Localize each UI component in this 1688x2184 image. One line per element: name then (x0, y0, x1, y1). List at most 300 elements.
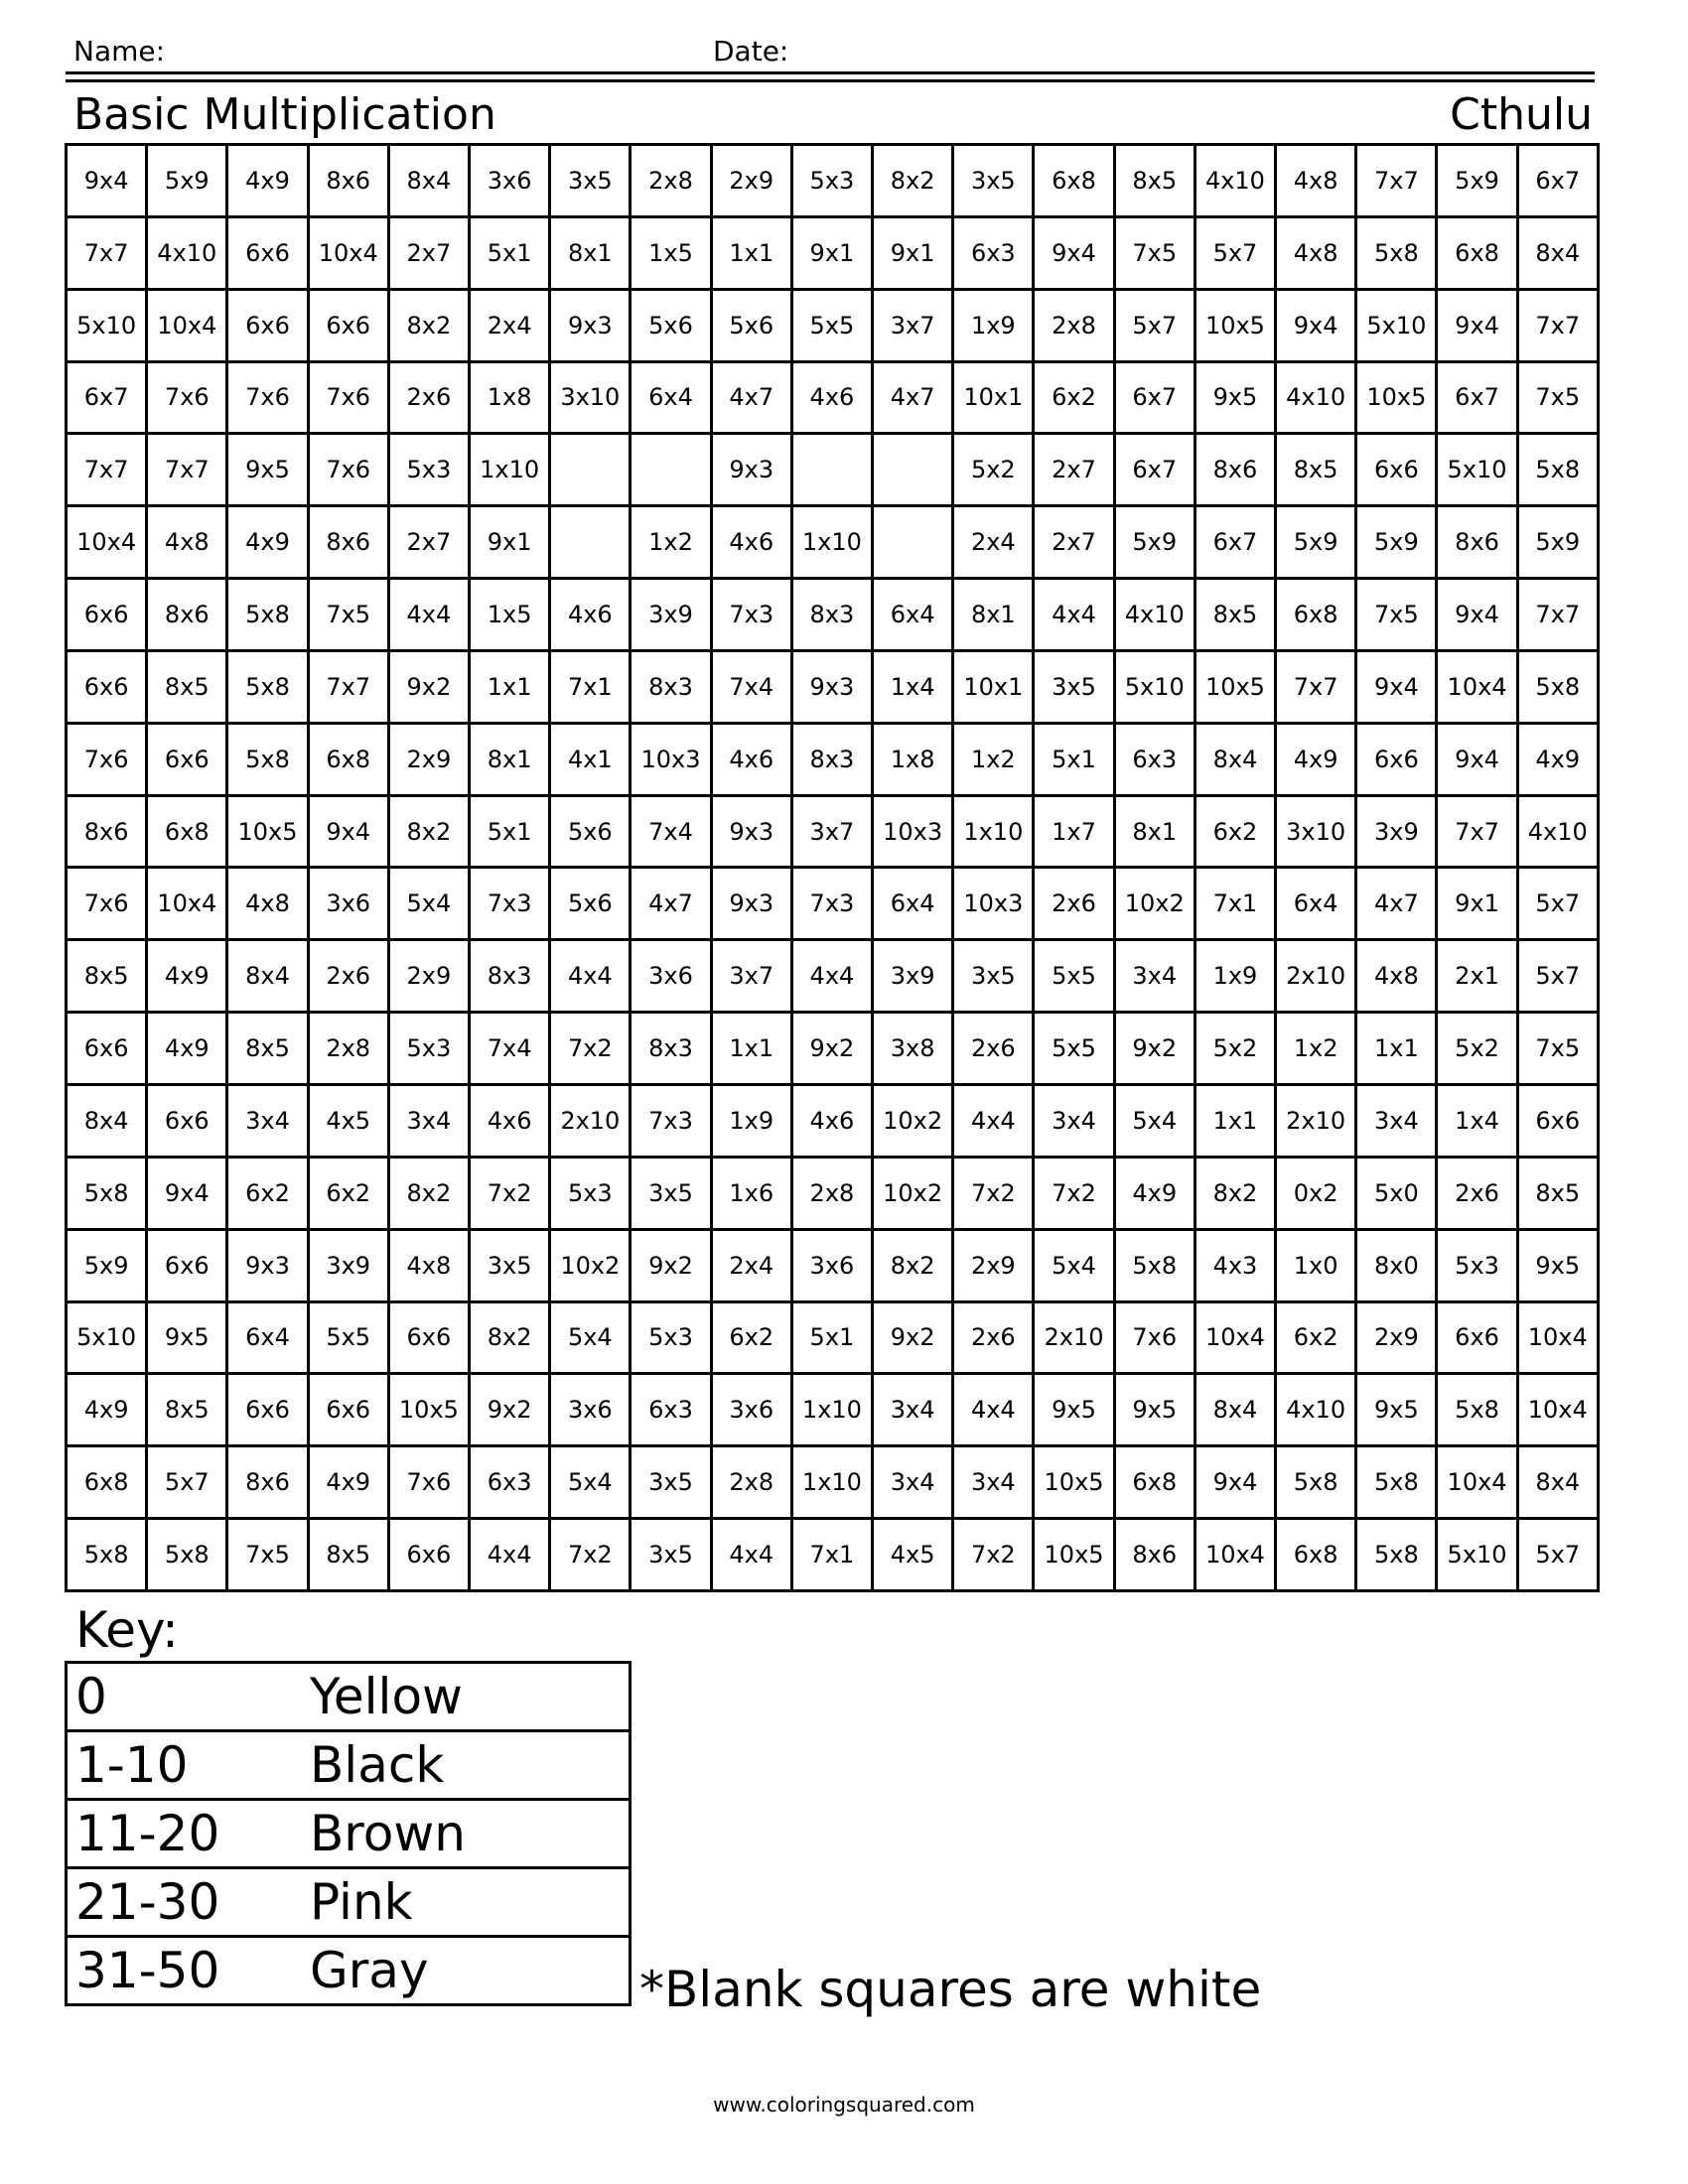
grid-cell: 9x1 (468, 504, 548, 577)
grid-cell: 5x10 (65, 1300, 145, 1373)
grid-cell: 4x8 (1274, 143, 1354, 215)
grid-cell: 9x4 (1354, 649, 1435, 722)
grid-cell: 4x4 (387, 577, 468, 649)
grid-cell: 2x7 (1032, 432, 1112, 504)
grid-cell: 6x7 (1516, 143, 1597, 215)
grid-cell: 9x5 (225, 432, 306, 504)
grid-cell: 8x5 (145, 649, 225, 722)
grid-cell: 9x3 (710, 794, 790, 867)
grid-cell: 5x9 (1435, 143, 1515, 215)
grid-cell: 3x6 (548, 1372, 629, 1444)
grid-cell: 4x10 (1274, 1372, 1354, 1444)
grid-cell: 8x4 (1516, 215, 1597, 288)
grid-cell: 8x6 (307, 504, 387, 577)
grid-cell: 6x2 (710, 1300, 790, 1373)
grid-cell: 9x1 (790, 215, 871, 288)
grid-cell: 2x4 (951, 504, 1032, 577)
grid-cell: 1x9 (710, 1083, 790, 1156)
grid-cell: 3x9 (629, 577, 709, 649)
grid-cell: 1x9 (951, 288, 1032, 360)
grid-cell: 7x2 (951, 1156, 1032, 1228)
grid-cell: 4x10 (1274, 360, 1354, 433)
grid-cell: 6x4 (871, 866, 951, 938)
key-color: Brown (310, 1800, 631, 1868)
grid-cell: 1x8 (468, 360, 548, 433)
grid-cell: 6x8 (1274, 1517, 1354, 1589)
grid-cell: 9x4 (1435, 577, 1515, 649)
grid-cell: 3x4 (1354, 1083, 1435, 1156)
key-color: Pink (310, 1868, 631, 1937)
grid-cell: 7x6 (225, 360, 306, 433)
grid-cell: 7x2 (951, 1517, 1032, 1589)
grid-cell: 5x4 (548, 1444, 629, 1517)
grid-cell: 6x8 (65, 1444, 145, 1517)
key-row (67, 1731, 631, 1800)
grid-cell: 5x7 (1113, 288, 1194, 360)
grid-cell: 4x6 (790, 360, 871, 433)
grid-cell: 3x4 (1113, 938, 1194, 1011)
grid-cell: 2x8 (629, 143, 709, 215)
grid-cell: 8x6 (1435, 504, 1515, 577)
grid-cell: 7x7 (1516, 288, 1597, 360)
grid-cell: 9x4 (145, 1156, 225, 1228)
grid-cell: 5x5 (1032, 1011, 1112, 1083)
grid-cell: 4x6 (790, 1083, 871, 1156)
grid-cell: 7x7 (1354, 143, 1435, 215)
grid-cell: 6x6 (145, 722, 225, 794)
grid-cell: 5x8 (1435, 1372, 1515, 1444)
grid-cell: 5x10 (1435, 432, 1515, 504)
grid-cell: 9x5 (1113, 1372, 1194, 1444)
grid-cell: 8x2 (871, 143, 951, 215)
grid-cell: 3x6 (468, 143, 548, 215)
grid-cell: 2x6 (307, 938, 387, 1011)
grid-cell: 8x5 (1516, 1156, 1597, 1228)
grid-cell: 5x5 (790, 288, 871, 360)
grid-cell: 4x7 (629, 866, 709, 938)
grid-cell: 2x6 (951, 1011, 1032, 1083)
grid-cell: 4x10 (1194, 143, 1274, 215)
grid-cell: 6x6 (145, 1083, 225, 1156)
grid-cell: 8x6 (225, 1444, 306, 1517)
grid-cell: 3x10 (1274, 794, 1354, 867)
key-color: Gray (310, 1937, 631, 2005)
grid-cell: 9x4 (1435, 722, 1515, 794)
grid-cell: 8x2 (387, 794, 468, 867)
grid-cell: 8x5 (307, 1517, 387, 1589)
grid-cell: 7x2 (548, 1517, 629, 1589)
grid-cell: 4x5 (871, 1517, 951, 1589)
grid-cell: 3x5 (951, 938, 1032, 1011)
header-divider (66, 79, 1595, 82)
grid-cell: 7x3 (629, 1083, 709, 1156)
grid-cell: 5x8 (65, 1517, 145, 1589)
grid-cell: 1x1 (710, 215, 790, 288)
grid-cell: 2x8 (307, 1011, 387, 1083)
grid-cell: 3x4 (871, 1444, 951, 1517)
grid-cell: 4x9 (1274, 722, 1354, 794)
grid-cell: 4x10 (145, 215, 225, 288)
grid-cell: 5x7 (1516, 866, 1597, 938)
grid-cell: 4x9 (307, 1444, 387, 1517)
grid-cell: 2x10 (548, 1083, 629, 1156)
grid-cell: 9x2 (871, 1300, 951, 1373)
grid-cell: 5x1 (468, 215, 548, 288)
grid-cell: 3x6 (307, 866, 387, 938)
key-row (67, 1868, 631, 1937)
grid-cell: 5x8 (1354, 215, 1435, 288)
grid-cell: 3x5 (468, 1228, 548, 1300)
grid-cell: 9x2 (468, 1372, 548, 1444)
grid-cell: 3x5 (548, 143, 629, 215)
grid-cell: 5x9 (65, 1228, 145, 1300)
grid-cell: 2x7 (387, 215, 468, 288)
grid-cell: 8x6 (1194, 432, 1274, 504)
grid-cell: 10x2 (548, 1228, 629, 1300)
grid-cell: 10x4 (145, 288, 225, 360)
grid-cell: 10x5 (1032, 1444, 1112, 1517)
grid-cell: 9x4 (1032, 215, 1112, 288)
grid-cell: 9x5 (1194, 360, 1274, 433)
grid-cell: 10x3 (871, 794, 951, 867)
grid-cell: 6x6 (1354, 432, 1435, 504)
grid-cell: 5x8 (1354, 1444, 1435, 1517)
grid-cell: 1x2 (629, 504, 709, 577)
grid-cell: 8x3 (790, 577, 871, 649)
key-range: 31-50 (67, 1937, 311, 2005)
grid-cell: 2x8 (790, 1156, 871, 1228)
grid-cell: 9x4 (1274, 288, 1354, 360)
grid-cell: 6x8 (1032, 143, 1112, 215)
grid-cell: 1x8 (871, 722, 951, 794)
grid-cell: 9x5 (1354, 1372, 1435, 1444)
grid-cell: 6x4 (225, 1300, 306, 1373)
grid-cell: 3x5 (629, 1517, 709, 1589)
grid-cell: 4x7 (710, 360, 790, 433)
grid-cell: 6x3 (951, 215, 1032, 288)
grid-cell: 3x5 (629, 1156, 709, 1228)
grid-cell: 2x9 (951, 1228, 1032, 1300)
key-range: 1-10 (67, 1731, 311, 1800)
grid-cell: 0x2 (1274, 1156, 1354, 1228)
grid-cell: 9x2 (790, 1011, 871, 1083)
grid-cell: 7x7 (65, 432, 145, 504)
grid-cell: 1x10 (790, 1444, 871, 1517)
grid-cell: 7x4 (710, 649, 790, 722)
grid-cell: 6x6 (1435, 1300, 1515, 1373)
grid-cell: 8x4 (225, 938, 306, 1011)
grid-cell: 8x2 (468, 1300, 548, 1373)
grid-cell: 6x6 (225, 1372, 306, 1444)
grid-cell: 3x4 (387, 1083, 468, 1156)
grid-cell: 5x8 (1274, 1444, 1354, 1517)
grid-cell: 6x6 (1354, 722, 1435, 794)
grid-cell: 6x8 (307, 722, 387, 794)
grid-cell: 10x4 (1516, 1372, 1597, 1444)
grid-cell: 7x3 (710, 577, 790, 649)
grid-cell: 7x6 (387, 1444, 468, 1517)
grid-cell: 9x5 (145, 1300, 225, 1373)
grid-cell: 5x4 (548, 1300, 629, 1373)
grid-cell: 8x1 (548, 215, 629, 288)
grid-cell: 7x7 (145, 432, 225, 504)
grid-cell: 1x7 (1032, 794, 1112, 867)
grid-cell: 6x2 (1032, 360, 1112, 433)
grid-cell: 2x9 (387, 938, 468, 1011)
grid-cell: 6x7 (65, 360, 145, 433)
grid-cell: 10x4 (1435, 649, 1515, 722)
grid-cell: 6x3 (468, 1444, 548, 1517)
grid-cell: 8x5 (145, 1372, 225, 1444)
grid-cell: 5x2 (1435, 1011, 1515, 1083)
key-color: Black (310, 1731, 631, 1800)
grid-cell: 10x3 (629, 722, 709, 794)
grid-cell: 8x3 (790, 722, 871, 794)
grid-cell: 1x10 (790, 1372, 871, 1444)
grid-cell: 5x10 (1354, 288, 1435, 360)
grid-cell: 6x2 (307, 1156, 387, 1228)
grid-cell: 8x2 (871, 1228, 951, 1300)
grid-cell: 6x4 (629, 360, 709, 433)
grid-cell: 9x1 (871, 215, 951, 288)
grid-cell: 5x3 (790, 143, 871, 215)
grid-cell: 4x9 (225, 504, 306, 577)
grid-cell: 9x3 (790, 649, 871, 722)
grid-cell: 4x6 (710, 504, 790, 577)
grid-cell: 10x4 (1435, 1444, 1515, 1517)
grid-cell: 1x0 (1274, 1228, 1354, 1300)
grid-cell: 10x3 (951, 866, 1032, 938)
grid-cell: 3x5 (951, 143, 1032, 215)
grid-cell: 5x8 (1516, 432, 1597, 504)
grid-cell: 3x4 (225, 1083, 306, 1156)
grid-cell: 4x4 (790, 938, 871, 1011)
grid-cell: 4x6 (468, 1083, 548, 1156)
grid-cell: 8x4 (1194, 722, 1274, 794)
grid-cell: 7x5 (1113, 215, 1194, 288)
grid-cell: 4x9 (1113, 1156, 1194, 1228)
grid-cell: 6x8 (1435, 215, 1515, 288)
grid-cell: 9x2 (387, 649, 468, 722)
key-row (67, 1937, 631, 2005)
grid-cell: 2x9 (387, 722, 468, 794)
grid-cell: 4x4 (1032, 577, 1112, 649)
grid-cell: 7x2 (1032, 1156, 1112, 1228)
grid-cell: 8x4 (1516, 1444, 1597, 1517)
grid-cell: 5x3 (387, 1011, 468, 1083)
grid-cell: 6x4 (871, 577, 951, 649)
grid-cell: 3x6 (790, 1228, 871, 1300)
grid-cell: 4x10 (1113, 577, 1194, 649)
grid-cell: 6x3 (1113, 722, 1194, 794)
grid-cell: 2x7 (387, 504, 468, 577)
grid-cell: 8x3 (629, 1011, 709, 1083)
grid-cell: 10x5 (1194, 288, 1274, 360)
grid-cell: 5x1 (790, 1300, 871, 1373)
grid-cell: 1x1 (710, 1011, 790, 1083)
grid-cell: 4x4 (548, 938, 629, 1011)
grid-cell: 7x6 (307, 360, 387, 433)
grid-cell: 8x0 (1354, 1228, 1435, 1300)
grid-cell: 6x8 (145, 794, 225, 867)
grid-cell: 1x4 (1435, 1083, 1515, 1156)
grid-cell: 7x1 (548, 649, 629, 722)
grid-cell: 7x5 (225, 1517, 306, 1589)
grid-cell: 1x4 (871, 649, 951, 722)
grid-cell: 6x6 (387, 1517, 468, 1589)
grid-cell: 4x4 (951, 1083, 1032, 1156)
picture-title: Cthulu (1450, 89, 1593, 140)
grid-cell: 10x4 (1194, 1517, 1274, 1589)
grid-cell: 3x9 (307, 1228, 387, 1300)
grid-cell: 6x6 (65, 577, 145, 649)
grid-cell: 9x4 (307, 794, 387, 867)
grid-cell: 2x8 (710, 1444, 790, 1517)
grid-cell: 5x8 (145, 1517, 225, 1589)
grid-cell: 3x4 (871, 1372, 951, 1444)
grid-cell: 6x2 (1194, 794, 1274, 867)
grid-cell: 6x7 (1113, 360, 1194, 433)
grid-cell: 4x8 (145, 504, 225, 577)
grid-cell: 10x1 (951, 360, 1032, 433)
grid-cell: 4x9 (65, 1372, 145, 1444)
grid-cell: 8x5 (1274, 432, 1354, 504)
grid-cell: 2x10 (1274, 1083, 1354, 1156)
grid-cell: 2x9 (1354, 1300, 1435, 1373)
grid-cell: 2x6 (387, 360, 468, 433)
grid-cell: 2x6 (951, 1300, 1032, 1373)
grid-cell: 7x1 (790, 1517, 871, 1589)
grid-cell: 5x7 (1516, 1517, 1597, 1589)
grid-cell: 8x5 (65, 938, 145, 1011)
grid-cell: 3x9 (1354, 794, 1435, 867)
grid-cell: 1x1 (468, 649, 548, 722)
grid-cell: 7x6 (65, 722, 145, 794)
name-label: Name: (73, 35, 166, 68)
grid-cell: 6x4 (1274, 866, 1354, 938)
grid-cell: 9x2 (629, 1228, 709, 1300)
grid-cell: 1x6 (710, 1156, 790, 1228)
grid-cell: 5x1 (1032, 722, 1112, 794)
grid-cell: 8x6 (145, 577, 225, 649)
grid-cell: 4x4 (951, 1372, 1032, 1444)
grid-cell: 7x6 (307, 432, 387, 504)
grid-cell: 7x2 (468, 1156, 548, 1228)
key-range: 0 (67, 1663, 311, 1731)
grid-cell: 2x8 (1032, 288, 1112, 360)
grid-cell: 4x7 (1354, 866, 1435, 938)
grid-cell: 3x8 (871, 1011, 951, 1083)
grid-cell: 1x5 (629, 215, 709, 288)
grid-cell: 6x7 (1194, 504, 1274, 577)
grid-cell: 3x7 (710, 938, 790, 1011)
grid-cell: 4x6 (548, 577, 629, 649)
grid-cell: 10x4 (1194, 1300, 1274, 1373)
footer-url: www.coloringsquared.com (713, 2093, 975, 2116)
grid-cell: 5x6 (548, 866, 629, 938)
grid-cell: 6x6 (225, 215, 306, 288)
grid-cell: 5x0 (1354, 1156, 1435, 1228)
grid-cell: 4x7 (871, 360, 951, 433)
grid-cell: 2x10 (1274, 938, 1354, 1011)
grid-cell: 8x5 (225, 1011, 306, 1083)
grid-cell: 7x7 (1435, 794, 1515, 867)
grid-cell: 5x9 (1274, 504, 1354, 577)
grid-cells (65, 143, 1597, 1589)
grid-cell: 8x1 (951, 577, 1032, 649)
key-row (67, 1800, 631, 1868)
grid-cell: 10x4 (65, 504, 145, 577)
grid-cell: 3x10 (548, 360, 629, 433)
grid-cell: 5x7 (1194, 215, 1274, 288)
grid-cell: 8x4 (1194, 1372, 1274, 1444)
grid-cell: 5x6 (710, 288, 790, 360)
grid-cell: 10x2 (871, 1083, 951, 1156)
grid-cell: 1x10 (468, 432, 548, 504)
grid-cell: 6x6 (225, 288, 306, 360)
grid-cell: 7x4 (468, 1011, 548, 1083)
grid-cell: 5x4 (1113, 1083, 1194, 1156)
grid-cell: 5x7 (145, 1444, 225, 1517)
grid-cell: 2x6 (1435, 1156, 1515, 1228)
grid-cell: 10x4 (145, 866, 225, 938)
grid-cell: 5x8 (65, 1156, 145, 1228)
grid-cell: 9x1 (1435, 866, 1515, 938)
grid-cell: 3x7 (790, 794, 871, 867)
grid-cell: 6x6 (1516, 1083, 1597, 1156)
grid-cell: 9x3 (710, 432, 790, 504)
grid-cell: 8x2 (1194, 1156, 1274, 1228)
grid-cell: 8x5 (1194, 577, 1274, 649)
grid-cell: 5x5 (307, 1300, 387, 1373)
grid-cell: 5x8 (1113, 1228, 1194, 1300)
grid-cell: 5x8 (1354, 1517, 1435, 1589)
grid-cell: 7x5 (1516, 360, 1597, 433)
grid-cell: 8x2 (387, 288, 468, 360)
grid-cell: 5x10 (1435, 1517, 1515, 1589)
grid-cell: 9x4 (1435, 288, 1515, 360)
grid-cell: 6x7 (1113, 432, 1194, 504)
grid-cell: 8x6 (1113, 1517, 1194, 1589)
grid-cell: 1x2 (1274, 1011, 1354, 1083)
grid-cell: 4x4 (710, 1517, 790, 1589)
worksheet-title: Basic Multiplication (73, 89, 496, 140)
grid-cell: 5x8 (1516, 649, 1597, 722)
grid-cell (548, 504, 629, 577)
grid-cell: 4x5 (307, 1083, 387, 1156)
grid-cell (629, 432, 709, 504)
grid-cell: 10x1 (951, 649, 1032, 722)
grid-cell: 9x3 (225, 1228, 306, 1300)
grid-cell: 5x9 (1516, 504, 1597, 577)
color-key-table (65, 1661, 632, 2006)
grid-cell: 6x6 (307, 288, 387, 360)
grid-cell: 7x6 (145, 360, 225, 433)
grid-cell: 6x8 (1274, 577, 1354, 649)
date-label: Date: (713, 35, 789, 68)
grid-cell: 7x3 (790, 866, 871, 938)
grid-cell: 8x6 (307, 143, 387, 215)
grid-cell: 7x5 (1516, 1011, 1597, 1083)
grid-cell: 6x6 (145, 1228, 225, 1300)
key-color: Yellow (310, 1663, 631, 1731)
grid-cell: 8x4 (65, 1083, 145, 1156)
grid-cell: 2x4 (710, 1228, 790, 1300)
grid-cell: 10x2 (1113, 866, 1194, 938)
grid-cell: 5x4 (1032, 1228, 1112, 1300)
grid-cell: 3x4 (1032, 1083, 1112, 1156)
grid-cell: 7x5 (1354, 577, 1435, 649)
